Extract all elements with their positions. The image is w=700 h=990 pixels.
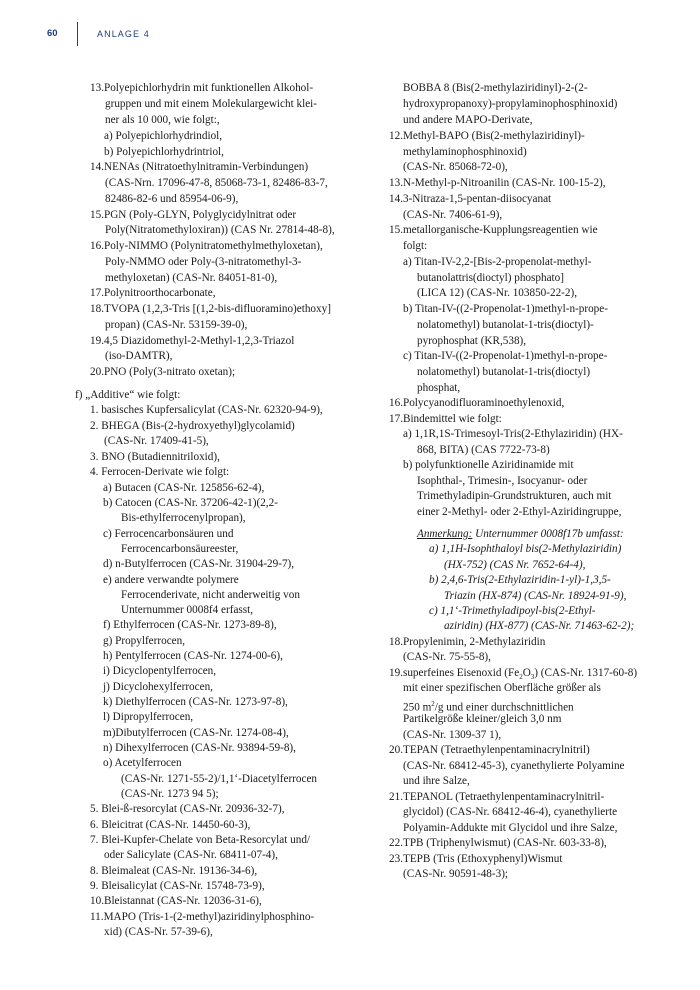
list-item: 18.Propylenimin, 2-Methylaziridin [389, 636, 546, 648]
list-item: 6. Bleicitrat (CAS-Nr. 14450-60-3), [90, 819, 251, 831]
text-run: O [522, 667, 531, 679]
list-item: 82486-82-6 und 85954-06-9), [105, 193, 239, 205]
list-item: c) Titan-IV-((2-Propenolat-1)methyl-n-prope- [403, 350, 608, 362]
list-item: 10.Bleistannat (CAS-Nr. 12036-31-6), [90, 895, 262, 907]
text-run: 19.superfeines Eisenoxid (Fe [389, 667, 520, 679]
list-item: Poly(Nitratomethyloxiran)) (CAS Nr. 27814-48-8), [105, 224, 335, 236]
list-item: b) 2,4,6-Tris(2-Ethylaziridin-1-yl)-1,3,5- [429, 574, 611, 586]
list-item: 15.PGN (Poly-GLYN, Polyglycidylnitrat oder [90, 209, 297, 221]
list-item: (CAS-Nr. 1273 94 5); [121, 788, 219, 800]
list-item: nolatomethyl) butanolat-1-tris(dioctyl) [417, 366, 591, 378]
list-item: Partikelgröße kleiner/gleich 3,0 nm [403, 713, 562, 725]
list-item: hydroxypropanoxy)-propylaminophosphinoxid) [403, 98, 618, 110]
list-item: a) Butacen (CAS-Nr. 125856-62-4), [103, 482, 265, 494]
list-item: 868, BITA) (CAS 7722-73-8) [417, 444, 550, 456]
list-item: 7. Blei-Kupfer-Chelate von Beta-Resorcylat und/ [90, 834, 311, 846]
text-run: 250 m [403, 701, 432, 714]
list-item: Triazin (HX-874) (CAS-Nr. 18924-91-9), [444, 590, 627, 602]
list-item: Isophthal-, Trimesin-, Isocyanur- oder [417, 475, 588, 487]
list-item: i) Dicyclopentylferrocen, [103, 665, 217, 677]
list-item: (CAS-Nrn. 17096-47-8, 85068-73-1, 82486-83-7, [105, 177, 328, 189]
list-item: ner als 10 000, wie folgt:, [105, 114, 220, 126]
list-item: b) Titan-IV-((2-Propenolat-1)methyl-n-prope- [403, 303, 608, 315]
text-run: ) (CAS-Nr. 1317-60-8) [534, 667, 638, 679]
list-item: 16.Polycyanodifluoraminoethylenoxid, [389, 397, 565, 409]
list-item: methylaminophosphinoxid) [403, 146, 527, 158]
list-item: h) Pentylferrocen (CAS-Nr. 1274-00-6), [103, 650, 283, 662]
list-item: 5. Blei-ß-resorcylat (CAS-Nr. 20936-32-7), [90, 803, 285, 815]
list-item: einer 2-Methyl- oder 2-Ethyl-Aziridingruppe, [417, 506, 622, 518]
list-item: gruppen und mit einem Molekulargewicht klei- [105, 98, 317, 110]
list-item: 12.Methyl-BAPO (Bis(2-methylaziridinyl)- [389, 130, 585, 142]
list-item: methyloxetan) (CAS-Nr. 84051-81-0), [105, 272, 278, 284]
list-item: 19.4,5 Diazidomethyl-2-Methyl-1,2,3-Triazol [90, 335, 295, 347]
text-run: 3 [530, 673, 535, 682]
list-item: a) 1,1H-Isophthaloyl bis(2-Methylaziridin) [429, 543, 622, 555]
list-item: folgt: [403, 240, 428, 252]
list-item: (CAS-Nr. 85068-72-0), [403, 161, 508, 173]
list-item: 1. basisches Kupfersalicylat (CAS-Nr. 62320-94-9), [90, 404, 323, 416]
list-item: 8. Bleimaleat (CAS-Nr. 19136-34-6), [90, 865, 258, 877]
list-item: und andere MAPO-Derivate, [403, 114, 533, 126]
list-item: 4. Ferrocen-Derivate wie folgt: [90, 466, 230, 478]
list-item: (HX-752) (CAS Nr. 7652-64-4), [444, 559, 586, 571]
list-item: Polyamin-Addukte mit Glycidol und ihre Salze, [403, 822, 618, 834]
list-item: (CAS-Nr. 90591-48-3); [403, 868, 509, 880]
list-item: (CAS-Nr. 7406-61-9), [403, 209, 503, 221]
list-item: l) Dipropylferrocen, [103, 711, 194, 723]
list-item: a) 1,1R,1S-Trimesoyl-Tris(2-Ethylaziridin) (HX- [403, 428, 623, 440]
list-item: Trimethyladipin-Grundstrukturen, auch mit [417, 490, 612, 502]
list-item: aziridin) (HX-877) (CAS-Nr. 71463-62-2); [444, 620, 635, 632]
list-item: b) Polyepichlorhydrintriol, [104, 146, 224, 158]
list-item: nolatomethyl) butanolat-1-tris(dioctyl)- [417, 319, 594, 331]
list-item: 14.NENAs (Nitratoethylnitramin-Verbindungen) [90, 161, 309, 173]
section-label: ANLAGE 4 [97, 29, 150, 39]
list-item: o) Acetylferrocen [103, 757, 182, 769]
page-number: 60 [47, 28, 58, 39]
page-header [0, 28, 700, 48]
list-item: 21.TEPANOL (Tetraethylenpentaminacrylnitril- [389, 791, 605, 803]
list-item: pyrophosphat (KR,538), [417, 335, 527, 347]
list-item: Ferrocenderivate, nicht anderweitig von [121, 589, 300, 601]
list-item: (CAS-Nr. 1309-37 1), [403, 729, 502, 741]
list-item: a) Polyepichlorhydrindiol, [104, 130, 223, 142]
list-item [417, 527, 624, 542]
list-item: b) Catocen (CAS-Nr. 37206-42-1)(2,2- [103, 497, 278, 509]
list-item: (CAS-Nr. 75-55-8), [403, 651, 491, 663]
list-item: 2. BHEGA (Bis-(2-hydroxyethyl)glycolamid) [90, 420, 295, 432]
list-item: 18.TVOPA (1,2,3-Tris [(1,2-bis-difluoramino)ethoxy] [90, 303, 331, 315]
list-item: BOBBA 8 (Bis(2-methylaziridinyl)-2-(2- [403, 82, 588, 94]
list-item: 20.TEPAN (Tetraethylenpentaminacrylnitril) [389, 744, 590, 756]
list-item: c) Ferrocencarbonsäuren und [103, 528, 234, 540]
list-item: b) polyfunktionelle Aziridinamide mit [403, 459, 574, 471]
list-item: g) Propylferrocen, [103, 635, 186, 647]
list-item: (CAS-Nr. 1271-55-2)/1,1‘-Diacetylferrocen [121, 773, 318, 785]
list-item: 15.metallorganische-Kupplungsreagentien wie [389, 224, 598, 236]
text-run: 2 [431, 700, 435, 708]
list-item: e) andere verwandte polymere [103, 574, 239, 586]
list-item: und ihre Salze, [403, 775, 470, 787]
list-item: 17.Bindemittel wie folgt: [389, 413, 502, 425]
list-item: mit einer spezifischen Oberfläche größer als [403, 682, 601, 694]
list-item: butanolattris(dioctyl) phosphato] [417, 272, 564, 284]
note-label: Anmerkung: [417, 528, 473, 540]
list-item: 3. BNO (Butadiennitriloxid), [90, 451, 220, 463]
list-item: 14.3-Nitraza-1,5-pentan-diisocyanat [389, 193, 552, 205]
list-item: f) Ethylferrocen (CAS-Nr. 1273-89-8), [103, 619, 277, 631]
list-item: (CAS-Nr. 17409-41-5), [104, 435, 209, 447]
list-item: (iso-DAMTR), [105, 350, 173, 362]
text-run: 2 [519, 673, 523, 682]
list-item: Ferrocencarbonsäureester, [121, 543, 239, 555]
list-item: f) „Additive“ wie folgt: [75, 389, 181, 401]
list-item: (LICA 12) (CAS-Nr. 103850-22-2), [417, 287, 578, 299]
header-divider [77, 22, 78, 46]
list-item: glycidol) (CAS-Nr. 68412-46-4), cyanethylierte [403, 806, 618, 818]
list-item: Poly-NMMO oder Poly-(3-nitratomethyl-3- [105, 256, 302, 268]
list-item: 9. Bleisalicylat (CAS-Nr. 15748-73-9), [90, 880, 265, 892]
text-run: /g und einer durchschnittlichen [434, 701, 574, 714]
list-item: 13.N-Methyl-p-Nitroanilin (CAS-Nr. 100-15-2), [389, 177, 606, 189]
list-item: phosphat, [417, 382, 461, 394]
list-item: 11.MAPO (Tris-1-(2-methyl)aziridinylphosphino- [90, 911, 315, 923]
list-item: Unternummer 0008f4 erfasst, [121, 604, 254, 616]
list-item: d) n-Butylferrocen (CAS-Nr. 31904-29-7), [103, 558, 295, 570]
list-item: oder Salicylate (CAS-Nr. 68411-07-4), [104, 849, 278, 861]
list-item: j) Dicyclohexylferrocen, [103, 681, 213, 693]
list-item: n) Dihexylferrocen (CAS-Nr. 93894-59-8), [103, 742, 296, 754]
list-item: Bis-ethylferrocenylpropan), [121, 512, 246, 524]
list-item: 22.TPB (Triphenylwismut) (CAS-Nr. 603-33-8), [389, 837, 607, 849]
list-item: m)Dibutylferrocen (CAS-Nr. 1274-08-4), [103, 727, 289, 739]
note-text: Unternummer 0008f17b umfasst: [472, 528, 624, 540]
list-item: (CAS-Nr. 68412-45-3), cyanethylierte Polyamine [403, 760, 625, 772]
list-item: c) 1,1‘-Trimethyladipoyl-bis(2-Ethyl- [429, 605, 596, 617]
list-item: xid) (CAS-Nr. 57-39-6), [104, 926, 213, 938]
list-item: 13.Polyepichlorhydrin mit funktionellen Alkohol- [90, 82, 314, 94]
list-item: k) Diethylferrocen (CAS-Nr. 1273-97-8), [103, 696, 288, 708]
list-item: 20.PNO (Poly(3-nitrato oxetan); [90, 366, 236, 378]
list-item: 16.Poly-NIMMO (Polynitratomethylmethyloxetan), [90, 240, 323, 252]
list-item: a) Titan-IV-2,2-[Bis-2-propenolat-methyl- [403, 256, 592, 268]
list-item: propan) (CAS-Nr. 53159-39-0), [105, 319, 248, 331]
list-item: 17.Polynitroorthocarbonate, [90, 287, 216, 299]
list-item: 23.TEPB (Tris (Ethoxyphenyl)Wismut [389, 853, 563, 865]
